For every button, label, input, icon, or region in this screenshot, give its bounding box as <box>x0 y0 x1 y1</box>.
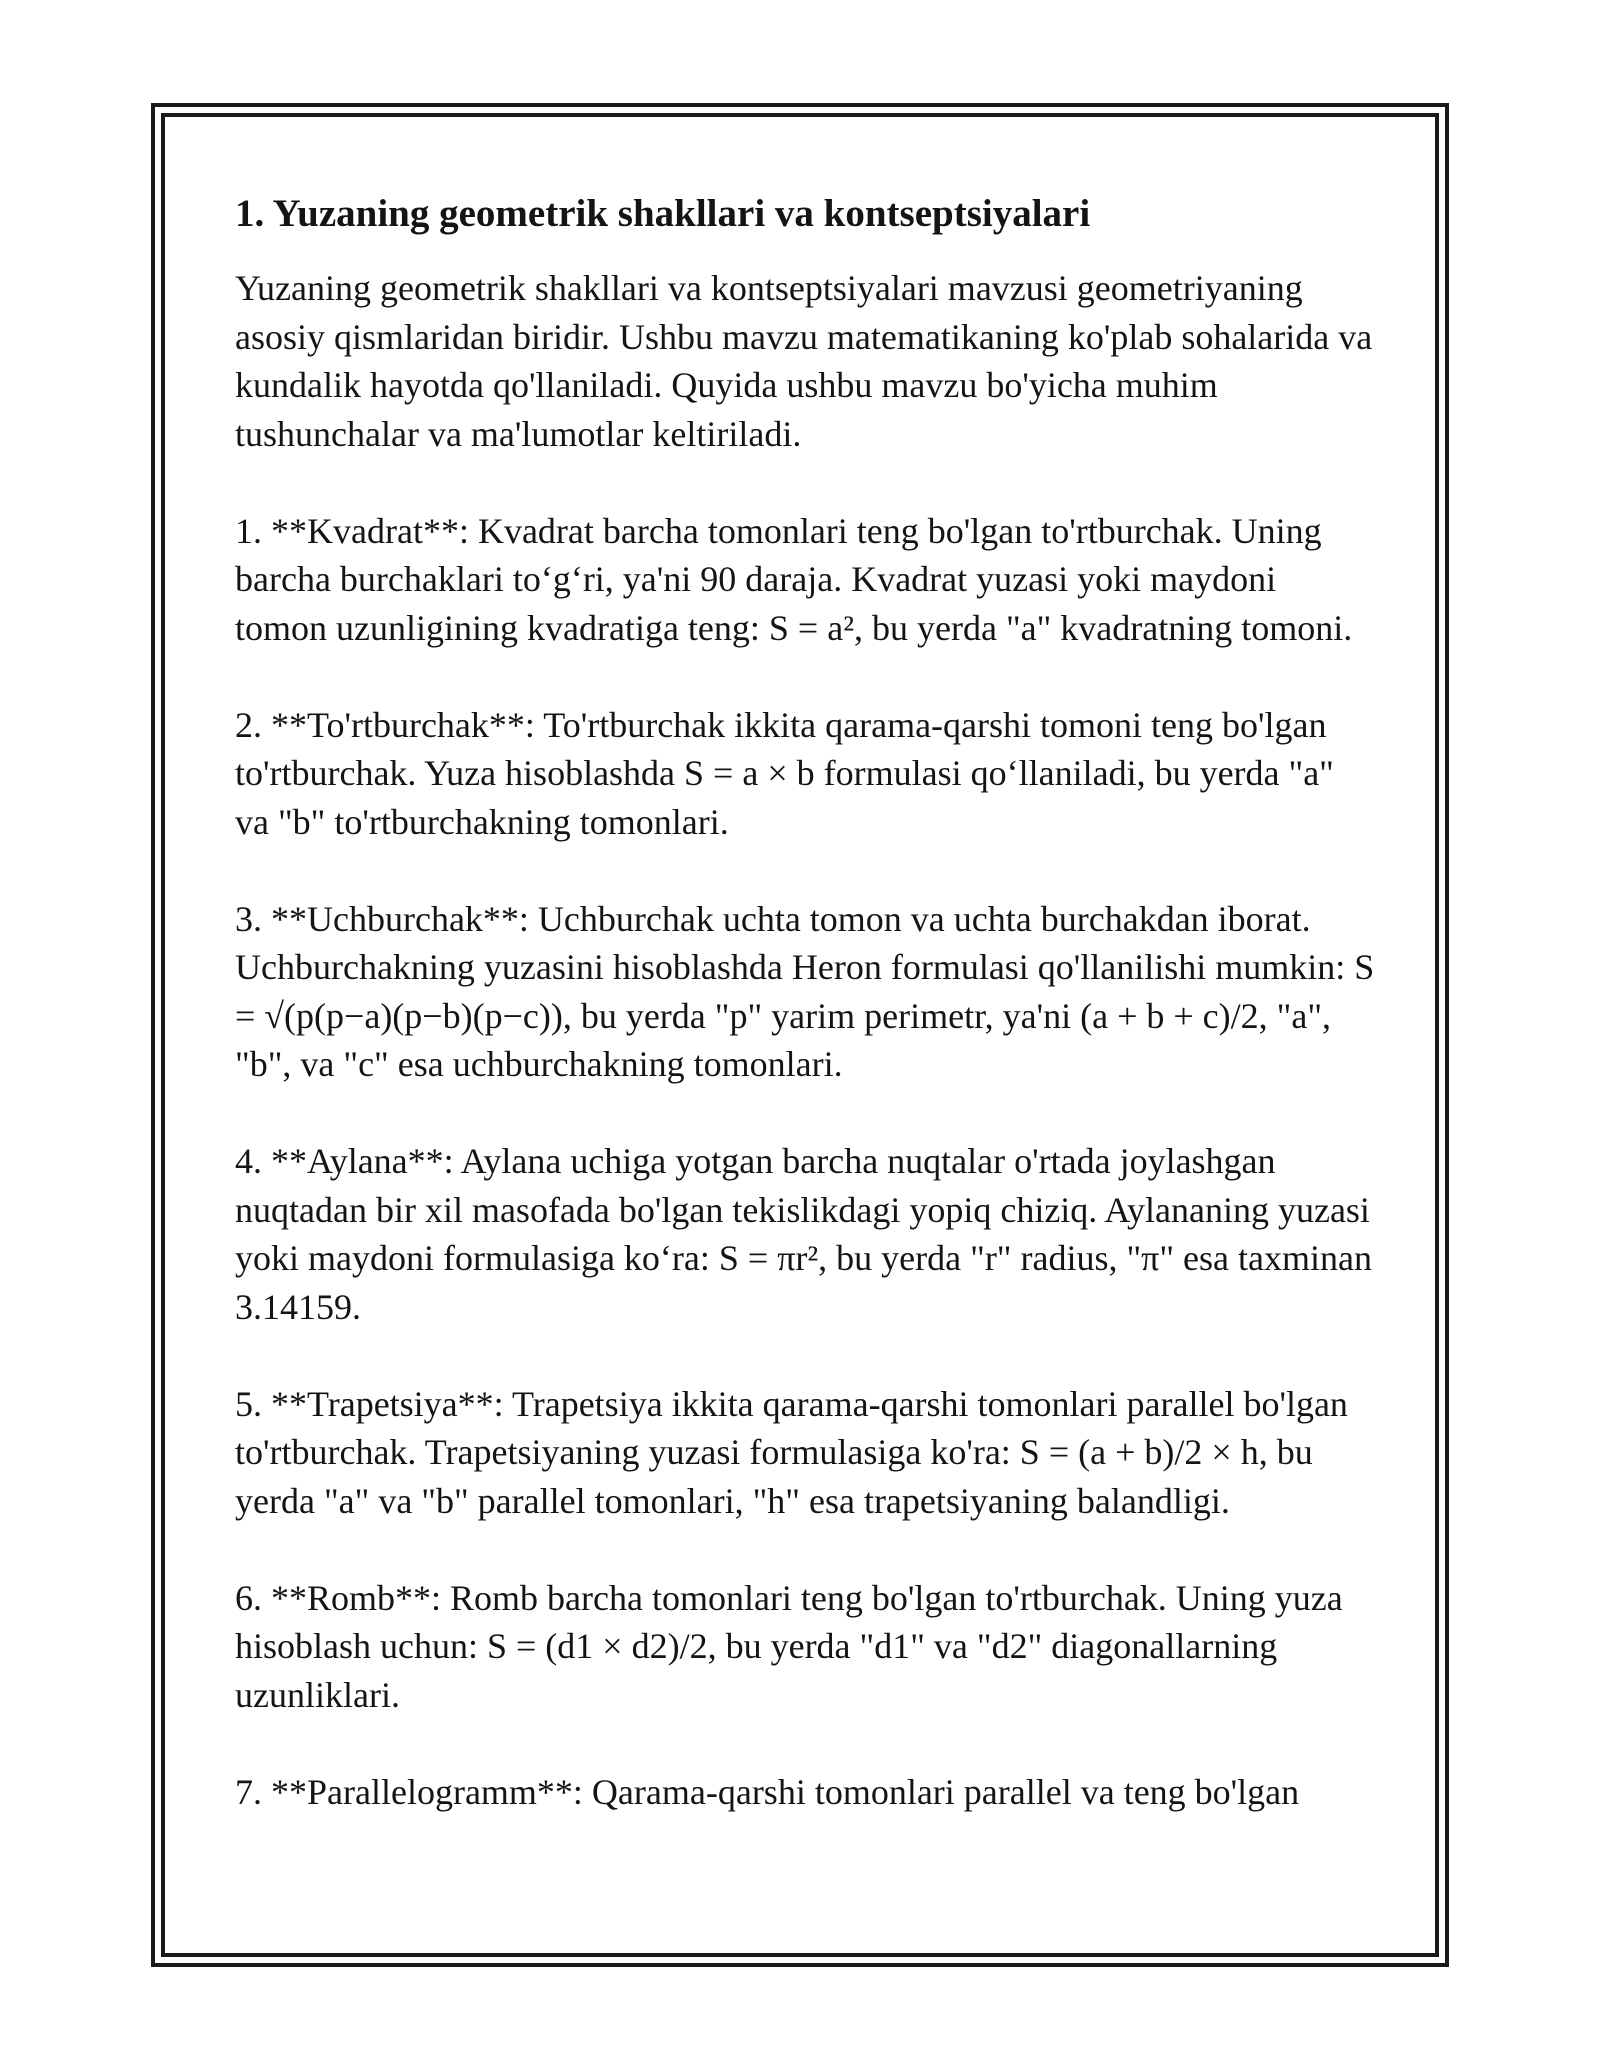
list-item-romb: 6. **Romb**: Romb barcha tomonlari teng bo'lgan to'rtburchak. Uning yuza hisoblash uchun: S = (d1 × d2)/2, bu yerda "d1" va "d2" diagonallarning uzunliklari. <box>235 1577 1343 1715</box>
list-item-tortburchak: 2. **To'rtburchak**: To'rtburchak ikkita qarama-qarshi tomoni teng bo'lgan to'rtburchak. Yuza hisoblashda S = a × b formulasi qo‘llaniladi, bu yerda "a" va "b" to'rtburchakning tomonlari. <box>235 704 1334 842</box>
document-body <box>235 188 1375 1816</box>
list-item-kvadrat: 1. **Kvadrat**: Kvadrat barcha tomonlari teng bo'lgan to'rtburchak. Uning barcha burchaklari to‘g‘ri, ya'ni 90 daraja. Kvadrat yuzasi yoki maydoni tomon uzunligining kvadratiga teng: S = a², bu yerda "a" kvadratning tomoni. <box>235 510 1353 648</box>
list-item-uchburchak: 3. **Uchburchak**: Uchburchak uchta tomon va uchta burchakdan iborat. Uchburchakning yuzasini hisoblashda Heron formulasi qo'llanilishi mumkin: S = √(p(p−a)(p−b)(p−c)), bu yerda "p" yarim perimetr, ya'ni (a + b + c)/2, "a", "b", va "c" esa uchburchakning tomonlari. <box>235 898 1375 1084</box>
intro-paragraph: Yuzaning geometrik shakllari va kontseptsiyalari mavzusi geometriyaning asosiy qismlaridan biridir. Ushbu mavzu matematikaning ko'plab sohalarida va kundalik hayotda qo'llaniladi. Quyida ushbu mavzu bo'yicha muhim tushunchalar va ma'lumotlar keltiriladi. <box>235 268 1373 454</box>
list-item-trapetsiya: 5. **Trapetsiya**: Trapetsiya ikkita qarama-qarshi tomonlari parallel bo'lgan to'rtburchak. Trapetsiyaning yuzasi formulasiga ko'ra: S = (a + b)/2 × h, bu yerda "a" va "b" parallel tomonlari, "h" esa trapetsiyaning balandligi. <box>235 1383 1348 1521</box>
section-heading: 1. Yuzaning geometrik shakllari va kontseptsiyalari <box>235 192 1091 235</box>
list-item-aylana: 4. **Aylana**: Aylana uchiga yotgan barcha nuqtalar o'rtada joylashgan nuqtadan bir xil masofada bo'lgan tekislikdagi yopiq chiziq. Aylananing yuzasi yoki maydoni formulasiga ko‘ra: S = πr², bu yerda "r" radius, "π" esa taxminan 3.14159. <box>235 1141 1372 1327</box>
list-item-parallelogramm: 7. **Parallelogramm**: Qarama-qarshi tomonlari parallel va teng bo'lgan <box>235 1771 1300 1812</box>
